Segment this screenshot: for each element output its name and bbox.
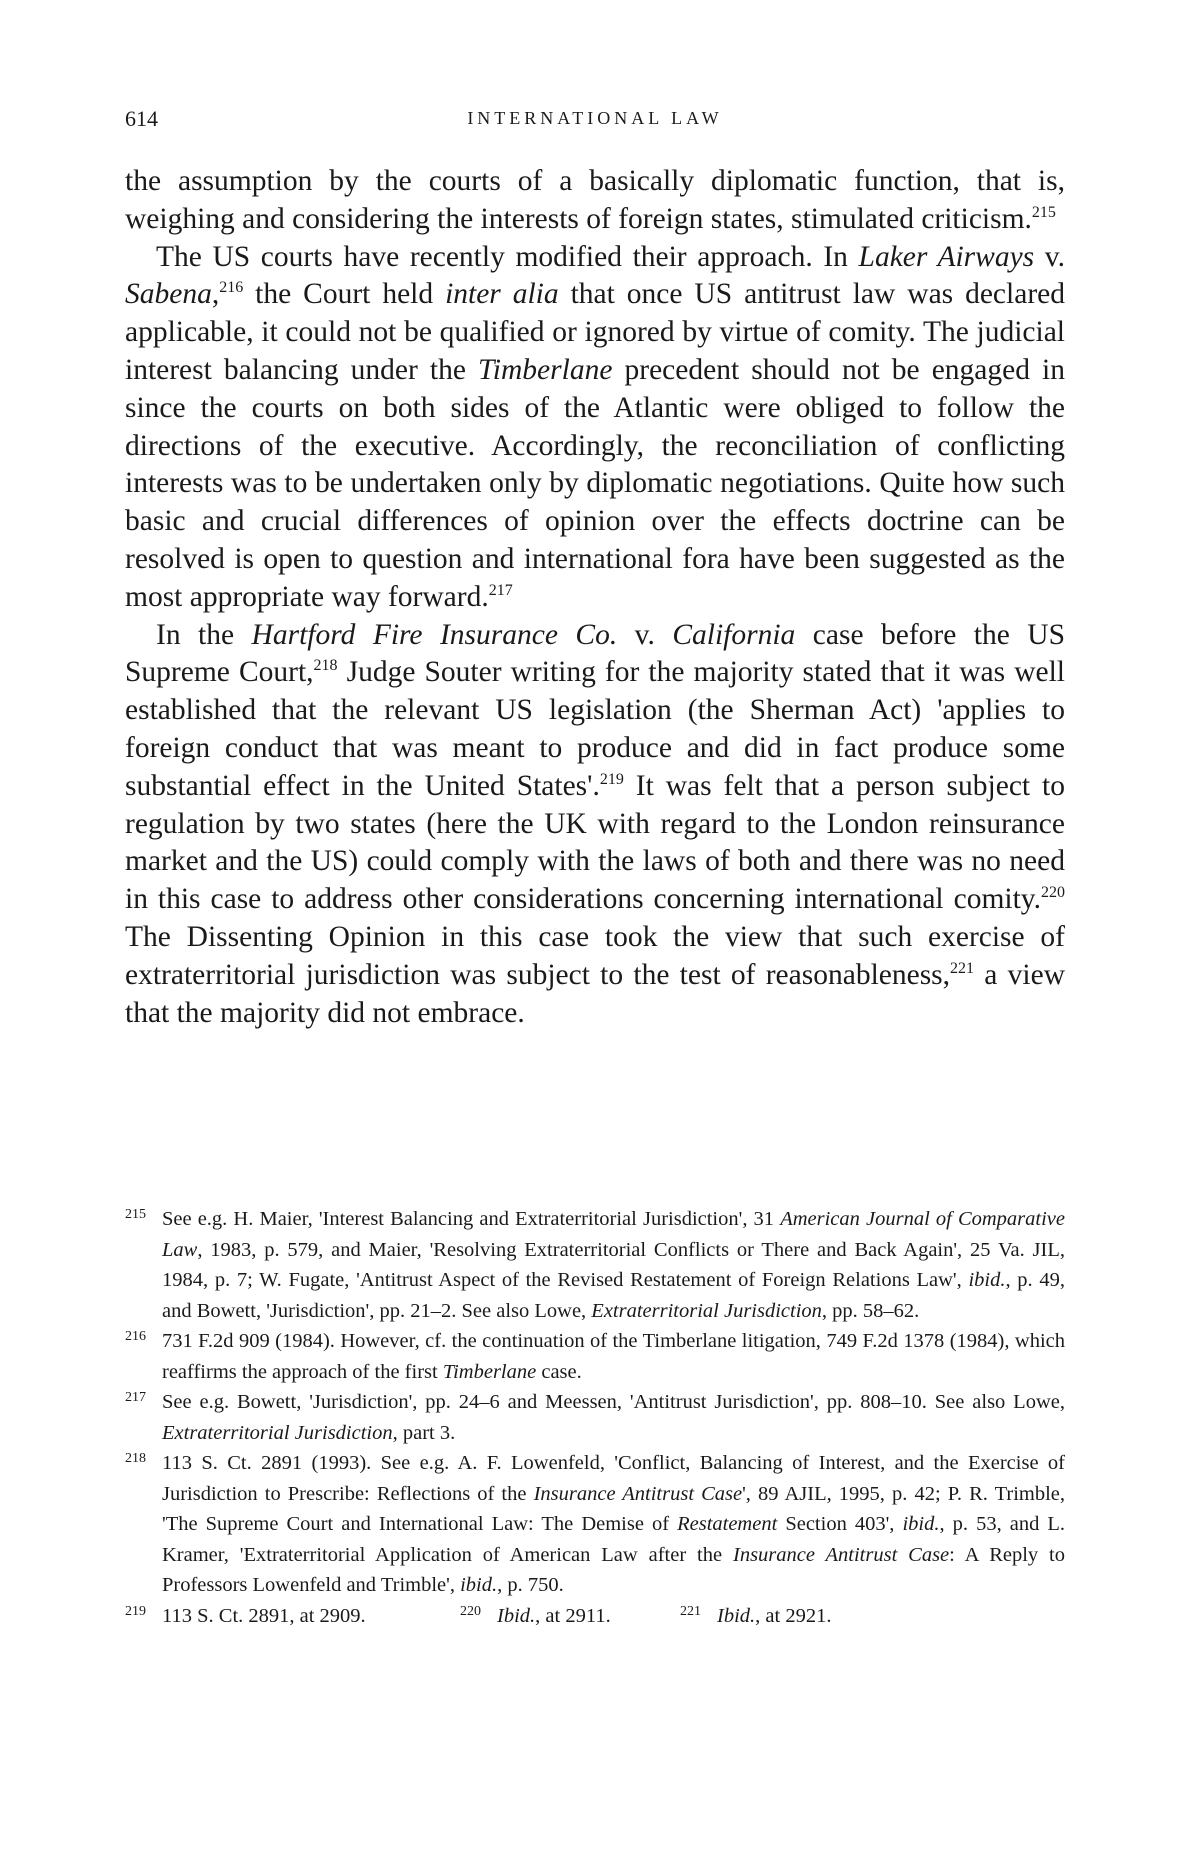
text-run: , 1983, p. 579, and Maier, 'Resolving Extraterritorial Conflicts or There and Back Again', 25 Va. JIL, 1984, p. 7; W. Fugate, 'Antitrust Aspect of the Revised Restatement of Foreign Relations Law', [162,1238,1065,1291]
case-name: California [672,618,796,651]
case-name: Insurance Antitrust Case [533,1482,743,1505]
footnote-number: 221 [680,1603,701,1619]
footnote-number: 216 [125,1329,146,1344]
footnote-number: 220 [460,1603,481,1619]
case-name: Laker Airways [858,240,1035,273]
footnote-ref: 218 [313,657,338,675]
footnote-ref: 215 [1031,203,1056,221]
footnote-220 [460,1601,680,1632]
footnote-219 [125,1601,460,1632]
text-run: the Court held [243,278,446,311]
ibid: ibid. [902,1513,940,1535]
text-run: , p. 53, and L. Kramer, 'Extraterritorial Application of American Law after the [162,1513,1066,1566]
text-run: The Dissenting Opinion in this case took the view that such exercise of extraterritorial jurisdiction was subject to the test of reasonableness, [125,920,1065,991]
text-run: The US courts have recently modified their approach. In [156,240,859,273]
text-run: the assumption by the courts of a basically diplomatic function, that is, weighing and considering the interests of foreign states, stimulated criticism. [125,165,1065,235]
case-name: Insurance Antitrust Case [733,1543,950,1566]
text-run: , at 2921. [755,1604,832,1627]
footnote-number: 215 [125,1207,146,1222]
case-name: Timberlane [478,353,613,386]
page-number: 614 [125,106,158,131]
footnote-ref: 221 [950,959,975,977]
text-run: 113 S. Ct. 2891, at 2909. [162,1604,366,1627]
footnote-221 [680,1601,920,1632]
text-run: Judge Souter writing for the majority stated that it was well established that the relevant US legislation (the Sherman Act) 'applies to foreign conduct that was meant to produce and did in fact produce some substantial effect in the United States'. [125,656,1065,802]
text-run: : A Reply to Professors Lowenfeld and Trimble', [162,1543,1066,1596]
text-run: v. [617,618,673,651]
text-run: , at 2911. [535,1604,611,1627]
main-text [125,163,1065,1032]
footnotes-219-221 [125,1601,1065,1632]
text-run: It was felt that a person subject to regulation by two states (here the UK with regard to the London reinsurance market and the US) could comply with the laws of both and there was no need in this case to address other considerations concerning international comity. [125,769,1065,916]
footnotes [125,1204,1065,1631]
text-run: , pp. 58–62. [821,1299,920,1322]
text-run: , p. 750. [497,1574,564,1596]
footnote-218 [125,1448,1065,1601]
text-run: 113 S. Ct. 2891 (1993). See e.g. A. F. Lowenfeld, 'Conflict, Balancing of Interest, and the Exercise of Jurisdiction to Prescribe: Reflections of the [162,1452,1065,1505]
ibid: ibid. [968,1269,1006,1291]
text-run: Section 403', [777,1513,903,1535]
text-run: See e.g. Bowett, 'Jurisdiction', pp. 24–6 and Meessen, 'Antitrust Jurisdiction', pp. 808–10. See also Lowe, [162,1391,1065,1413]
running-head: INTERNATIONAL LAW [467,108,723,128]
text-run: 731 F.2d 909 (1984). However, cf. the continuation of the Timberlane litigation, 749 F.2d 1378 (1984), which reaffirms the approach of the first [162,1330,1065,1383]
book-title: Restatement [677,1513,778,1535]
paragraph-3 [125,617,1065,1033]
footnote-216 [125,1326,1065,1387]
text-run: v. [1034,240,1065,273]
text-run: case before the US Supreme Court, [125,618,1065,689]
footnote-ref: 220 [1041,884,1065,902]
footnote-ref: 216 [219,279,244,297]
ibid: ibid. [460,1574,498,1596]
footnote-217 [125,1387,1065,1448]
footnote-215 [125,1204,1065,1326]
text-run: a view that the majority did not embrace. [125,958,1065,1029]
ibid: Ibid. [717,1604,756,1627]
case-name: Timberlane [442,1360,537,1383]
text-run: In the [156,618,252,651]
text-run: ', 89 AJIL, 1995, p. 42; P. R. Trimble, 'The Supreme Court and International Law: The Demise of [162,1482,1066,1535]
ibid: Ibid. [497,1604,536,1627]
footnote-ref: 219 [599,770,624,788]
footnote-ref: 217 [488,581,513,599]
text-run: case. [536,1360,582,1383]
case-name: Hartford Fire Insurance Co. [251,618,618,651]
footnote-number: 218 [125,1451,146,1466]
book-title: Extraterritorial Jurisdiction [591,1299,822,1322]
case-name: Sabena [125,278,212,311]
paragraph-1 [125,163,1065,239]
latin-term: inter alia [445,278,559,311]
text-run: precedent should not be engaged in since the courts on both sides of the Atlantic were obliged to follow the directions of the executive. Accordingly, the reconciliation of conflicting interests was to be undertaken only by diplomatic negotiations. Quite how such basic and crucial differences of opinion over the effects doctrine can be resolved is open to question and international fora have been suggested as the most appropriate way forward. [125,353,1065,613]
text-run: See e.g. H. Maier, 'Interest Balancing and Extraterritorial Jurisdiction', 31 [162,1208,781,1230]
footnote-number: 217 [125,1390,146,1405]
page-header [125,106,1065,132]
text-run: , part 3. [392,1421,456,1444]
book-title: Extraterritorial Jurisdiction [162,1421,393,1444]
text-run: , [211,278,220,311]
text-run: , p. 49, and Bowett, 'Jurisdiction', pp. 21–2. See also Lowe, [162,1269,1066,1322]
text-run: that once US antitrust law was declared applicable, it could not be qualified or ignored by virtue of comity. The judicial interest balancing under the [125,278,1065,386]
paragraph-2 [125,239,1065,617]
journal-title: American Journal of Comparative Law [162,1208,1065,1261]
footnote-number: 219 [125,1603,146,1619]
